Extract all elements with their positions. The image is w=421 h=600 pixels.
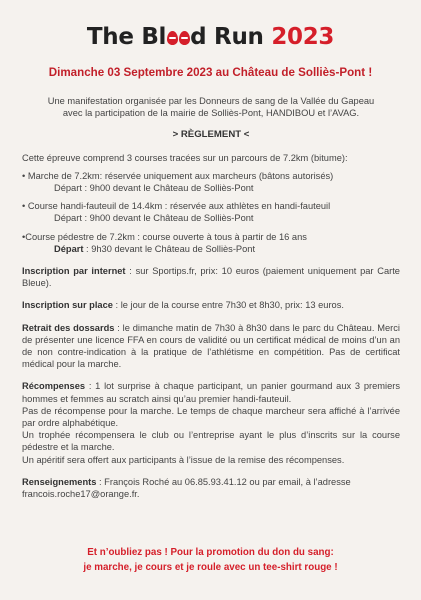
course-item: •Course pédestre de 7.2km : course ouverte à tous à partir de 16 ans	[22, 231, 307, 242]
recompenses	[22, 380, 400, 404]
footer-line: Et n’oubliez pas ! Pour la promotion du don du sang:	[87, 547, 334, 558]
blood-drop-icon	[167, 31, 178, 45]
intro-line: Une manifestation organisée par les Donneurs de sang de la Vallée du Gapeau	[47, 96, 375, 106]
rules-heading: > RÈGLEMENT <	[172, 129, 250, 141]
departure-label: Départ	[54, 243, 84, 254]
recompenses-line: Un apéritif sera offert aux participants à l’issue de la remise des récompenses.	[22, 454, 345, 465]
inscription-internet-label: Inscription par internet	[22, 266, 126, 277]
inscription-place-label: Inscription sur place	[22, 300, 113, 311]
recompenses-line: Pas de récompense pour la marche. Le temps de chaque marcheur sera affiché à l’arrivée par ordre alphabétique.	[22, 405, 400, 429]
retrait-text: : le dimanche matin de 7h30 à 8h30 dans le parc du Château. Merci de présenter une licence FFA en cours de validité ou un certificat médical de moins d’un an de non contre-indication à la pratique de l’athlétisme en compétition. Pas de certificat médical pour la marche.	[22, 322, 400, 370]
inscription-place	[22, 299, 400, 311]
courses-intro: Cette épreuve comprend 3 courses tracées sur un parcours de 7.2km (bitume):	[22, 152, 348, 163]
renseignements-text: : François Roché au 06.85.93.41.12 ou par email, à l’adresse francois.roche17@orange.fr.	[22, 476, 351, 500]
page-title	[0, 24, 421, 50]
course-item: • Marche de 7.2km: réservée uniquement aux marcheurs (bâtons autorisés)	[22, 170, 334, 181]
recompenses-text: : 1 lot surprise à chaque participant, un panier gourmand aux 3 premiers hommes et femmes au scratch ainsi qu’au premier handi-fauteuil.	[22, 381, 400, 404]
footer-line: je marche, je cours et je roule avec un tee-shirt rouge !	[83, 562, 338, 573]
footer-slogan	[0, 545, 421, 575]
flyer-body	[22, 95, 400, 500]
title-year: 2023	[271, 24, 335, 50]
course-departure	[22, 243, 400, 255]
course-departure: Départ : 9h00 devant le Château de Solliès-Pont	[54, 213, 254, 224]
course-item: • Course handi-fauteuil de 14.4km : réservée aux athlètes en handi-fauteuil	[22, 201, 331, 212]
event-date-location: Dimanche 03 Septembre 2023 au Château de Solliès-Pont !	[48, 66, 373, 79]
blood-drop-icon	[179, 31, 190, 45]
inscription-internet-text: : sur Sportips.fr, prix: 10 euros (paiement uniquement par Carte Bleue).	[22, 266, 400, 289]
course-departure: Départ : 9h00 devant le Château de Solliès-Pont	[54, 183, 254, 194]
inscription-place-text: : le jour de la course entre 7h30 et 8h30, prix: 13 euros.	[115, 300, 344, 311]
inscription-internet	[22, 265, 400, 289]
retrait-dossards	[22, 322, 400, 371]
renseignements-label: Renseignements	[22, 476, 97, 487]
retrait-label: Retrait des dossards	[22, 322, 115, 333]
recompenses-label: Récompenses	[22, 381, 86, 392]
title-suffix: d Run	[190, 24, 264, 50]
departure-text: : 9h30 devant le Château de Solliès-Pont	[83, 243, 256, 254]
renseignements	[22, 476, 400, 500]
recompenses-line: Un trophée récompensera le club ou l’entreprise ayant le plus d’inscrits sur la course pédestre et la marche.	[22, 430, 400, 453]
intro-line: avec la participation de la mairie de Solliès-Pont, HANDIBOU et l’AVAG.	[62, 108, 360, 119]
title-prefix: The Bl	[86, 24, 167, 50]
